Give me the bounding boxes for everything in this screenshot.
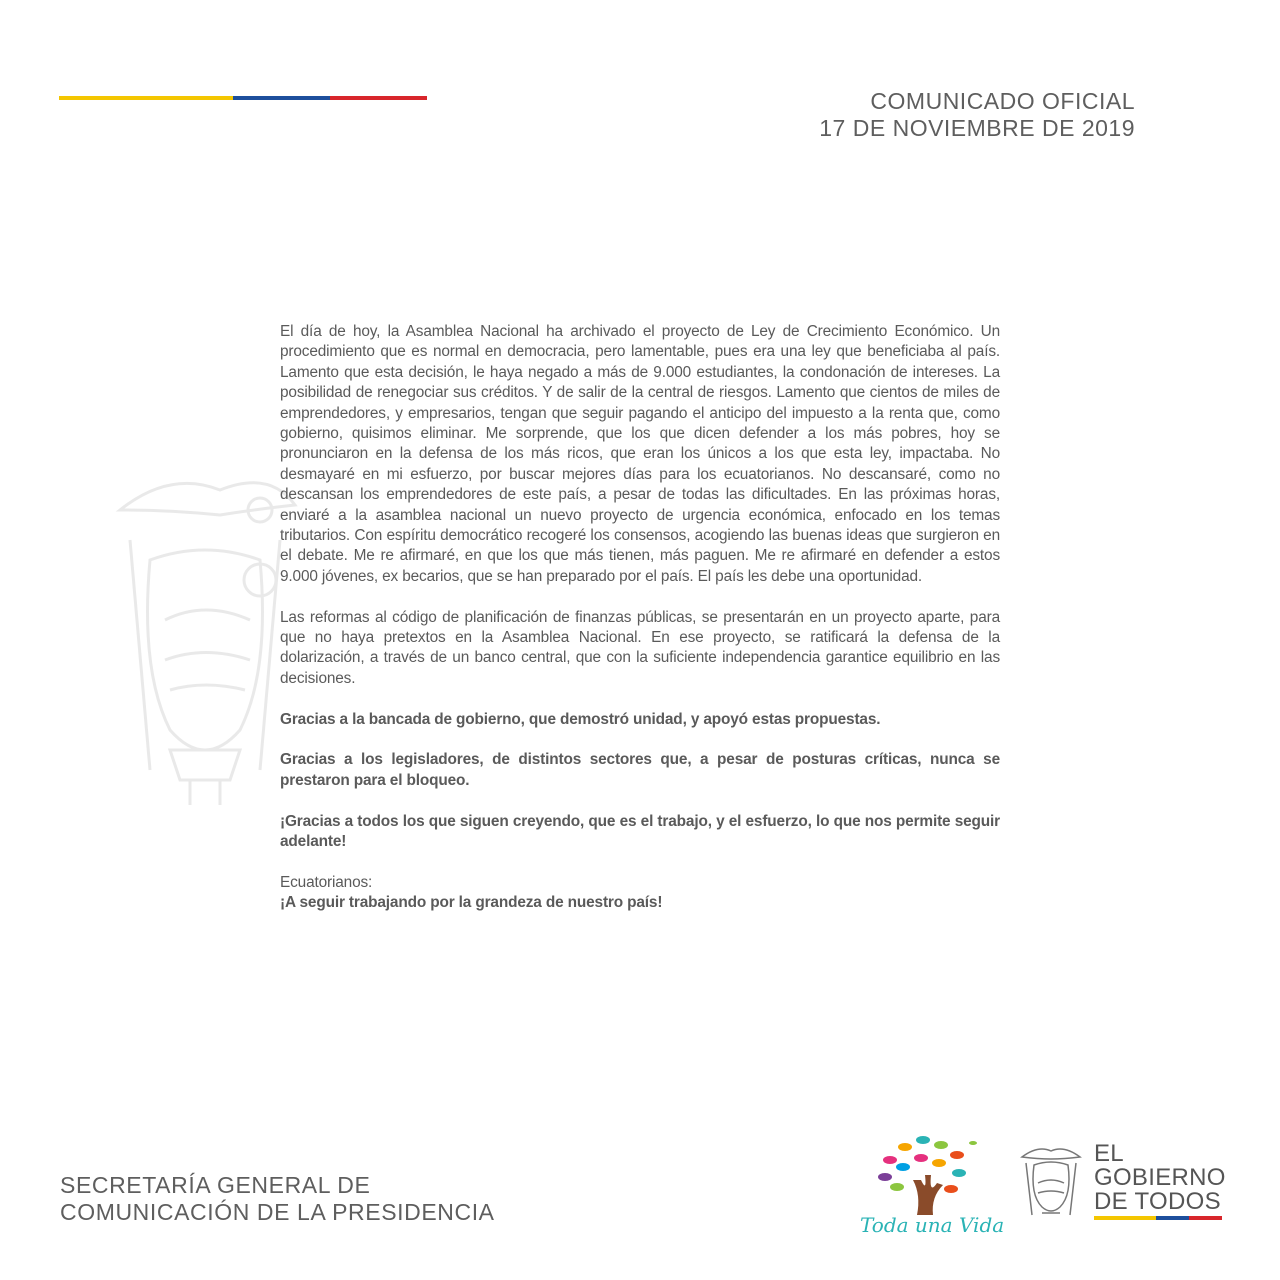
flag-color-line [59, 96, 427, 100]
statement-body [280, 322, 1000, 914]
document-header [819, 88, 1135, 142]
header-title: COMUNICADO OFICIAL [870, 88, 1135, 114]
gov-line-3: DE TODOS [1094, 1188, 1221, 1215]
org-line-2: COMUNICACIÓN DE LA PRESIDENCIA [60, 1199, 495, 1225]
header-date: 17 DE NOVIEMBRE DE 2019 [819, 115, 1135, 141]
paragraph-4: Gracias a los legisladores, de distintos sectores que, a pesar de posturas críticas, nunca se prestaron para el bloqueo. [280, 751, 1000, 789]
paragraph-2: Las reformas al código de planificación de finanzas públicas, se presentarán en un proyecto aparte, para que no haya pretextos en la Asamblea Nacional. En ese proyecto, se ratificará la defensa de la dolarización, a través de un banco central, que con la suficiente independencia garantice equilibrio en las decisiones. [280, 608, 1000, 687]
paragraph-3: Gracias a la bancada de gobierno, que demostró unidad, y apoyó estas propuestas. [280, 710, 881, 728]
paragraph-1: El día de hoy, la Asamblea Nacional ha archivado el proyecto de Ley de Crecimiento Económico. Un procedimiento que es normal en democracia, pero lamentable, pues era una ley que beneficiaba al país. Lamento que esta decisión, le haya negado a más de 9.000 estudiantes, la condonación de intereses. La posibilidad de renegociar sus créditos. Y de salir de la central de riesgos. Lamento que cientos de miles de emprendedores, y empresarios, tengan que seguir pagando el anticipo del impuesto a la renta que, como gobierno, quisimos eliminar. Me sorprende, que los que dicen defender a los más pobres, hoy se pronunciaron en la defensa de los más ricos, que eran los únicos a los que esta ley, impactaba. No desmayaré en mi esfuerzo, por buscar mejores días para los ecuatorianos. No descansaré, como no descansan los emprendedores de este país, a pesar de todas las dificultades. En las próximas horas, enviaré a la asamblea nacional un nuevo proyecto de urgencia económica, enfocado en los temas tributarios. Con espíritu democrático recogeré los consensos, acogiendo las buenas ideas que surgieron en el debate. Me re afirmaré, en que los que más tienen, más paguen. Me re afirmaré en defender a estos 9.000 jóvenes, ex becarios, que se han preparado por el país. El país les debe una oportunidad. [280, 323, 1000, 585]
footer-organization [60, 1172, 495, 1226]
closing-line: ¡A seguir trabajando por la grandeza de nuestro país! [280, 894, 663, 912]
coat-of-arms-watermark-icon [110, 470, 300, 810]
closing-salutation: Ecuatorianos: [280, 873, 373, 891]
org-line-1: SECRETARÍA GENERAL DE [60, 1172, 371, 1198]
el-gobierno-de-todos-logo [1094, 1142, 1226, 1214]
toda-una-vida-caption: Toda una Vida [860, 1213, 1005, 1237]
gov-flag-line [1094, 1216, 1222, 1220]
gov-line-2: GOBIERNO [1094, 1164, 1226, 1191]
ecuador-coat-of-arms-icon [1018, 1143, 1084, 1223]
gov-line-1: EL [1094, 1140, 1124, 1167]
paragraph-5: ¡Gracias a todos los que siguen creyendo, que es el trabajo, y el esfuerzo, lo que nos permite seguir adelante! [280, 812, 1000, 851]
